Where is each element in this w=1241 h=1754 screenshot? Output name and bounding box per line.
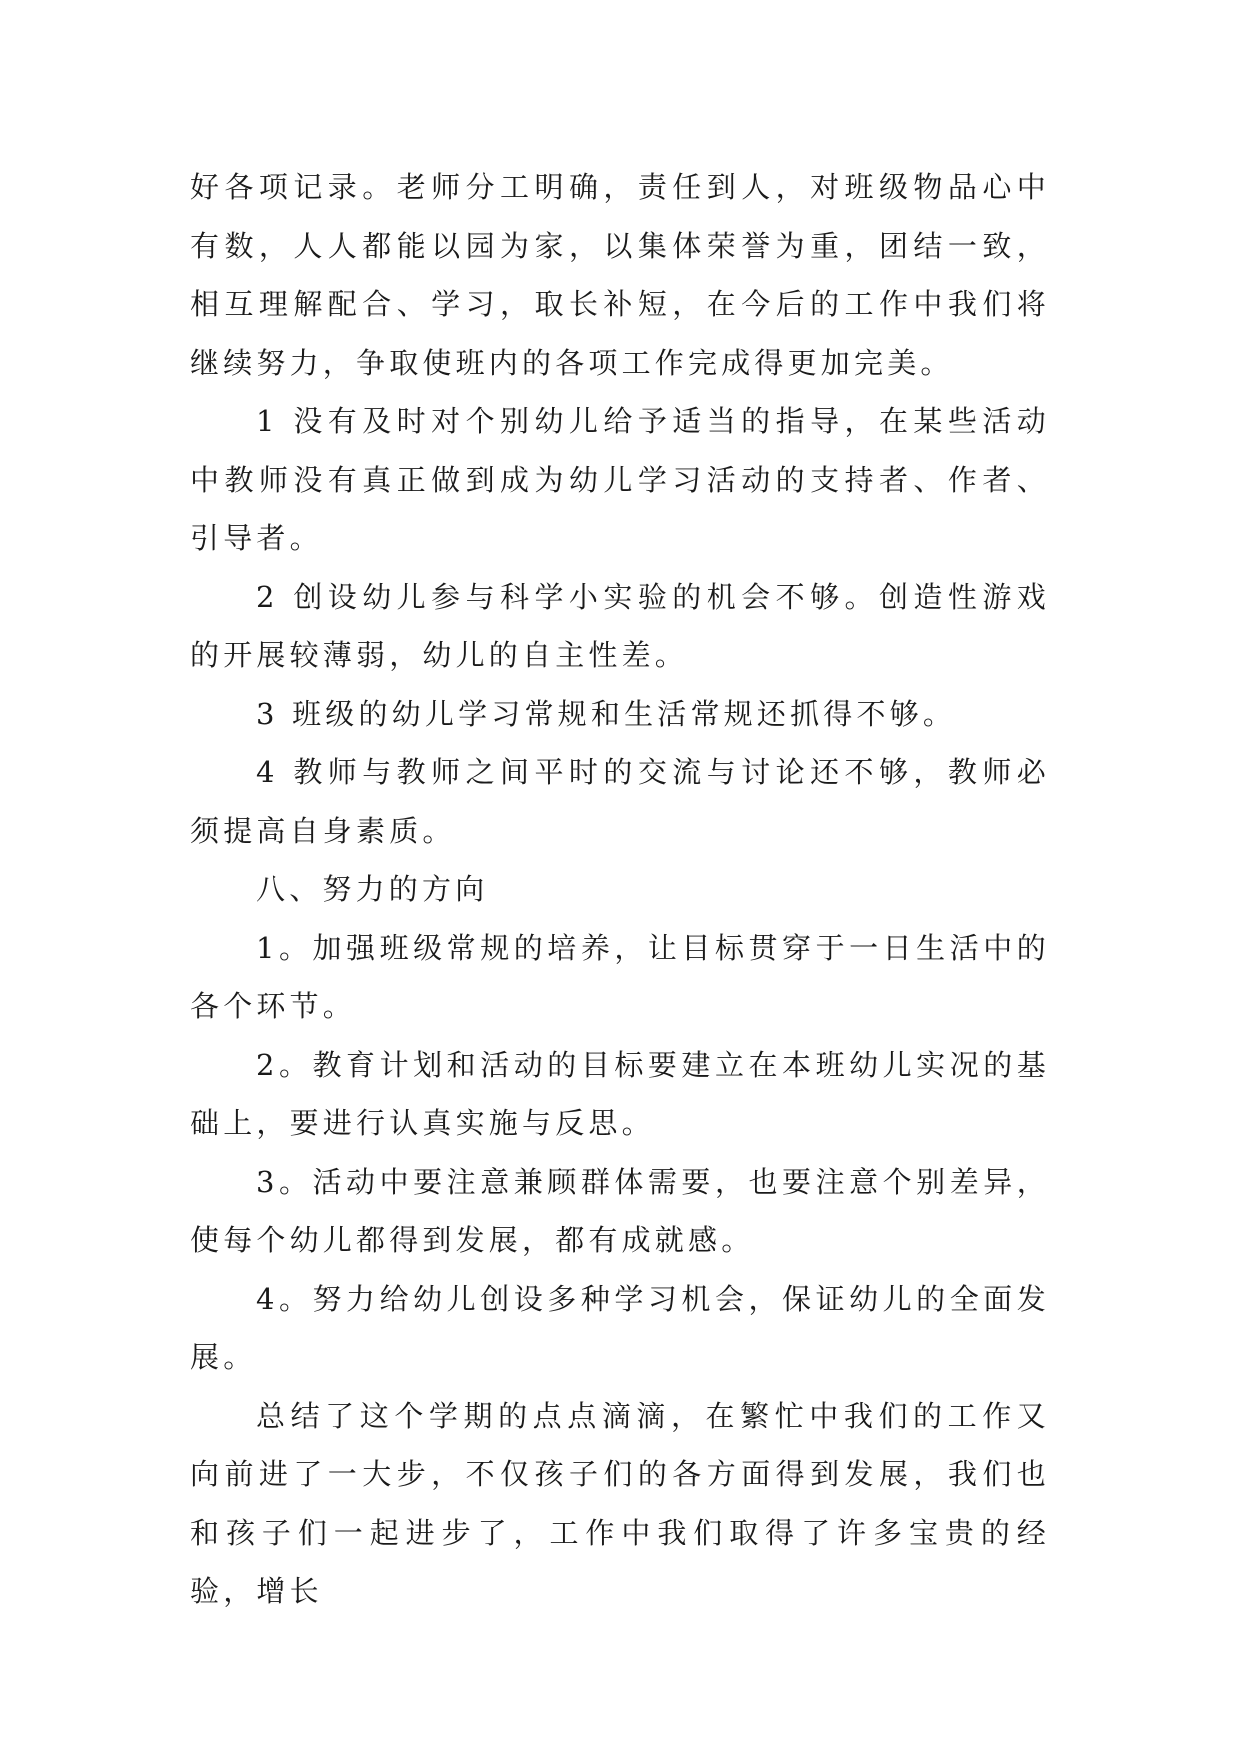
- paragraph-9: 3。活动中要注意兼顾群体需要，也要注意个别差异，使每个幼儿都得到发展，都有成就感。: [190, 1164, 1050, 1257]
- document-body: [190, 158, 1050, 1621]
- paragraph-4: 3 班级的幼儿学习常规和生活常规还抓得不够。: [256, 696, 957, 731]
- paragraph-10: 4。努力给幼儿创设多种学习机会，保证幼儿的全面发展。: [190, 1281, 1050, 1374]
- paragraph-11: 总结了这个学期的点点滴滴，在繁忙中我们的工作又向前进了一大步，不仅孩子们的各方面得到发展，我们也和孩子们一起进步了，工作中我们取得了许多宝贵的经验，增长: [190, 1398, 1050, 1608]
- paragraph-1: 好各项记录。老师分工明确，责任到人，对班级物品心中有数，人人都能以园为家，以集体荣誉为重，团结一致，相互理解配合、学习，取长补短，在今后的工作中我们将继续努力，争取使班内的各项工作完成得更加完美。: [190, 170, 1050, 380]
- paragraph-8: 2。教育计划和活动的目标要建立在本班幼儿实况的基础上，要进行认真实施与反思。: [190, 1047, 1050, 1140]
- section-heading: 八、努力的方向: [256, 872, 489, 906]
- paragraph-3: 2 创设幼儿参与科学小实验的机会不够。创造性游戏的开展较薄弱，幼儿的自主性差。: [190, 579, 1050, 672]
- paragraph-7: 1。加强班级常规的培养，让目标贯穿于一日生活中的各个环节。: [190, 930, 1050, 1023]
- paragraph-2: 1 没有及时对个别幼儿给予适当的指导，在某些活动中教师没有真正做到成为幼儿学习活动的支持者、作者、引导者。: [190, 404, 1050, 555]
- paragraph-5: 4 教师与教师之间平时的交流与讨论还不够，教师必须提高自身素质。: [190, 755, 1050, 848]
